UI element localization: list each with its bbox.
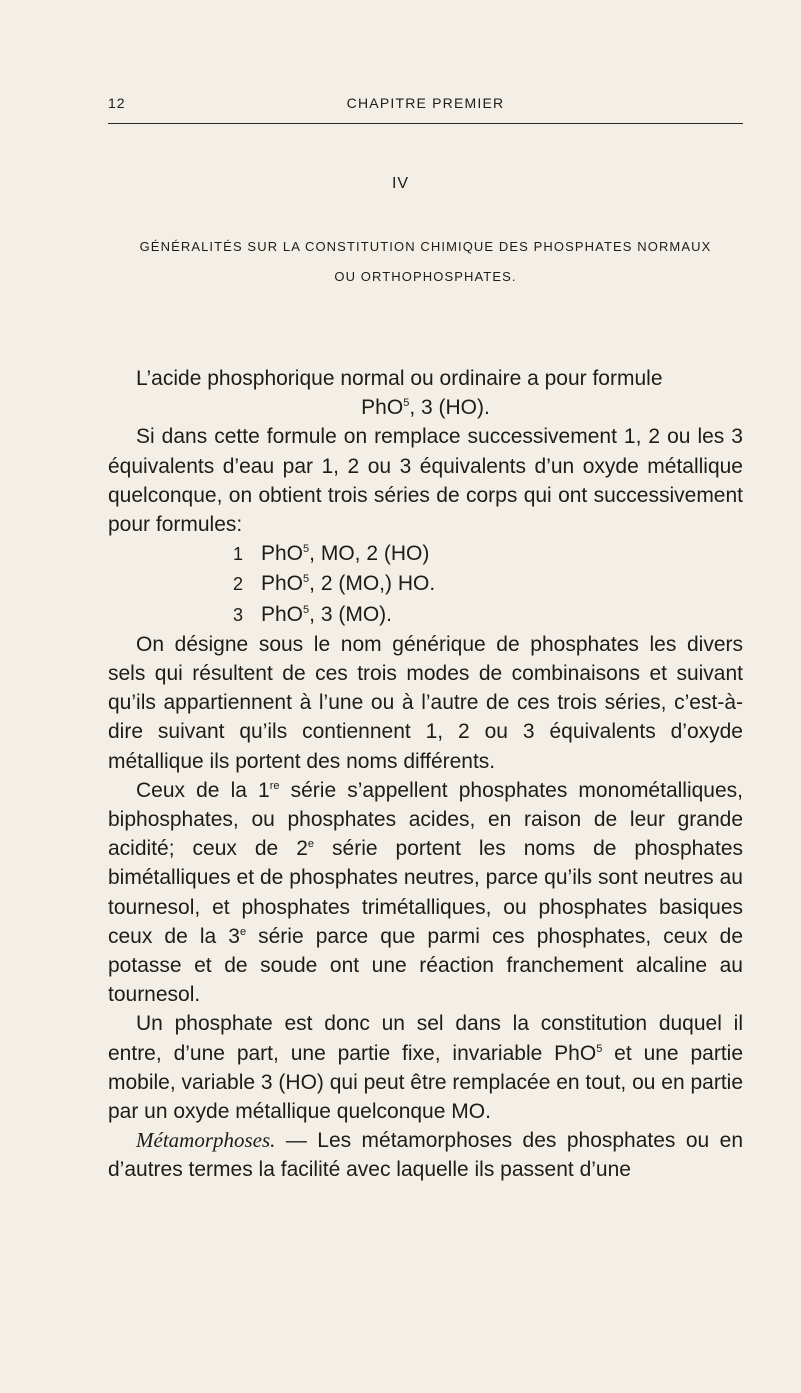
formula-rest: , 3 (MO). [309,602,392,626]
paragraph-1: L’acide phosphorique normal ou ordinaire a pour formule [136,367,663,390]
main-formula-rest: , 3 (HO). [409,396,490,420]
chapter-title: CHAPITRE PREMIER [346,95,505,111]
main-formula-sup: 5 [403,397,410,410]
formula-list [108,539,743,630]
main-formula-base: PhO [361,396,404,420]
paragraph-3: On désigne sous le nom générique de phosphates les divers sels qui résultent de ces trois modes de combinaisons et suivant qu’ils appartiennent à l’une ou à l’autre de ces trois séries, c’est-à-dire suivant qu’ils contiennent 1, 2 ou 3 équivalents d’oxyde métallique ils portent des noms différents. [108,632,743,773]
section-number: IV [391,175,410,192]
p4-part-d: série parce que parmi ces phosphates, ceux de potasse et de soude ont une réaction franchement alcaline au tournesol. [108,924,743,1007]
p4-part-a: Ceux de la 1 [136,778,270,802]
formula-row [233,569,743,599]
section-title-line-2: OU ORTHOPHOSPHATES. [334,269,517,284]
p4-part-b: série s’appellent phosphates monométalliques, biphosphates, ou phosphates acides, en raison de leur grande acidité; ceux de 2 [108,778,743,861]
p4-sup-3: e [239,925,247,938]
section-title [108,232,743,292]
formula-number: 1 [233,544,244,565]
formula-sup: 5 [303,543,310,556]
running-header [108,95,743,119]
paragraph-2: Si dans cette formule on remplace successivement 1, 2 ou les 3 équivalents d’eau par 1, 2 ou 3 équivalents d’un oxyde métallique quelconque, on obtient trois séries de corps qui ont successivement pour formules: [108,425,743,537]
formula-sup: 5 [303,573,310,586]
p5-sup: 5 [596,1042,603,1055]
p6-rest: — Les métamorphoses des phosphates ou en d’autres termes la facilité avec laquelle ils passent d’une [108,1129,743,1182]
paragraph-5 [108,1009,743,1126]
page-number: 12 [108,95,126,111]
p4-sup-2: e [307,838,315,851]
p5-part-a: Un phosphate est donc un sel dans la constitution duquel il entre, d’une part, une partie fixe, invariable PhO [108,1012,743,1065]
paragraph-4 [108,776,743,1010]
p4-part-c: série portent les noms de phosphates bimétalliques et de phosphates neutres, parce qu’ils sont neutres au tournesol, et phosphates trimétalliques, ou phosphates basiques ceux de la 3 [108,837,744,948]
main-formula [108,393,743,422]
paragraph-6 [108,1126,743,1184]
formula-number: 3 [233,604,244,625]
section-title-line-1: GÉNÉRALITÉS SUR LA CONSTITUTION CHIMIQUE DES PHOSPHATES NORMAUX [139,239,712,254]
formula-row [233,600,743,630]
p5-part-b: et une partie mobile, variable 3 (HO) qui peut être remplacée en tout, ou en partie par un oxyde métallique quelconque MO. [108,1041,744,1124]
body-text [108,364,743,1185]
header-rule [108,123,743,124]
formula-row [233,539,743,569]
formula-rest: , MO, 2 (HO) [309,542,430,566]
formula-base: PhO [261,572,304,596]
p4-sup-1: re [269,779,280,792]
formula-rest: , 2 (MO,) HO. [309,572,436,596]
formula-base: PhO [261,542,304,566]
formula-number: 2 [233,574,244,595]
subheading-metamorphoses: Métamorphoses. [136,1128,276,1153]
formula-sup: 5 [303,603,310,616]
formula-base: PhO [261,602,304,626]
